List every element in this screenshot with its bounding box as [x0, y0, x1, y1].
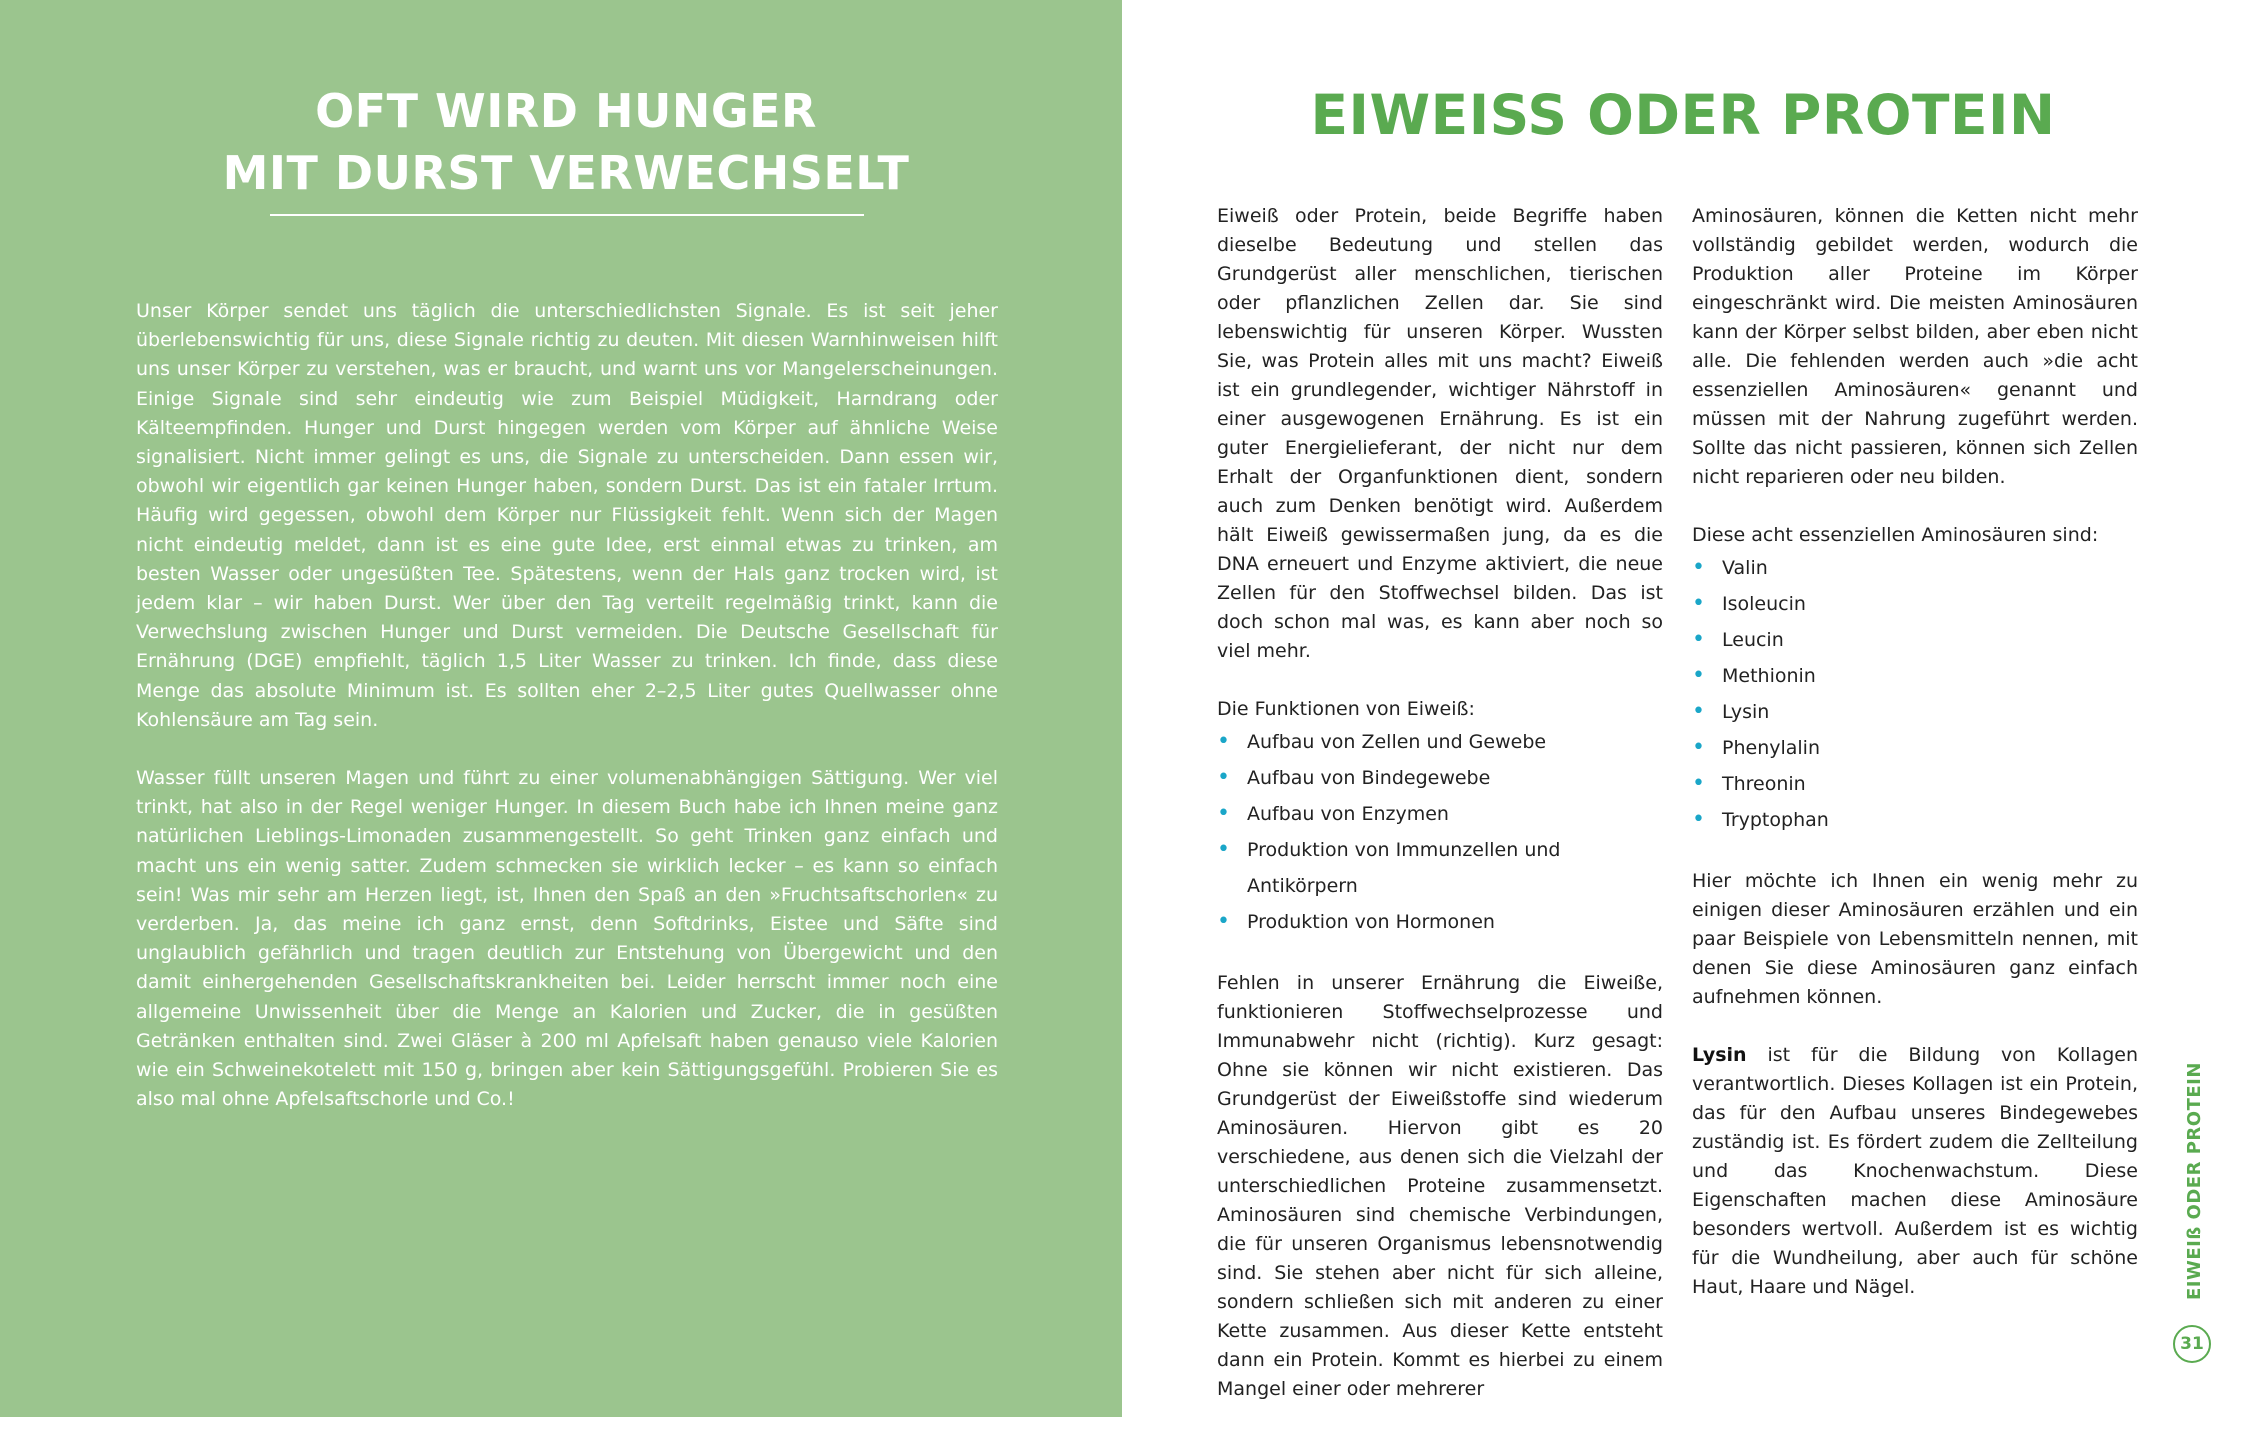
- bullet-icon: •: [1692, 735, 1705, 760]
- bullet-icon: •: [1217, 801, 1230, 826]
- chapter-side-label: EIWEIß ODER PROTEIN: [2184, 1062, 2205, 1300]
- bullet-icon: •: [1217, 837, 1230, 862]
- list-item: • Produktion von Hormonen: [1217, 904, 1663, 940]
- list-item: • Aufbau von Enzymen: [1217, 796, 1663, 832]
- list-item: • Lysin: [1692, 694, 2138, 730]
- bullet-icon: •: [1692, 807, 1705, 832]
- intro-paragraph: Eiweiß oder Protein, beide Begriffe haben dieselbe Bedeutung und stellen das Grundgerüst aller menschlichen, tierischen oder pflanzlichen Zellen dar. Sie sind lebenswichtig für unseren Körper. Wussten Sie, was Protein alles mit uns macht? Eiweiß ist ein grundlegender, wichtiger Nährstoff in einer ausgewogenen Ernährung. Es ist ein guter Energielieferant, der nicht nur dem Erhalt der Organfunktionen dient, sondern auch zum Denken benötigt wird. Außerdem hält Eiweiß gewissermaßen jung, da es die DNA erneuert und Enzyme aktiviert, die neue Zellen für den Stoffwechsel bilden. Das ist doch schon mal was, es kann aber noch so viel mehr.: [1217, 205, 1663, 662]
- list-item: • Phenylalin: [1692, 730, 2138, 766]
- right-column-1: [1217, 202, 1663, 1433]
- heading-underline: [270, 214, 864, 216]
- right-column-2: [1692, 202, 2138, 1331]
- left-heading-line-2: MIT DURST VERWECHSELT: [222, 146, 910, 200]
- bullet-icon: •: [1217, 729, 1230, 754]
- list-item: • Isoleucin: [1692, 586, 2138, 622]
- list-item: • Leucin: [1692, 622, 2138, 658]
- right-heading: EIWEISS ODER PROTEIN: [1310, 83, 2056, 147]
- lysin-description: ist für die Bildung von Kollagen verantwortlich. Dieses Kollagen ist ein Protein, das für den Aufbau unseres Bindegewebes zuständig ist. Es fördert zudem die Zellteilung und das Knochenwachstum. Diese Eigenschaften machen diese Aminosäure besonders wertvoll. Außerdem ist es wichtig für die Wundheilung, aber auch für schöne Haut, Haare und Nägel.: [1692, 1044, 2138, 1298]
- continuation-paragraph: Aminosäuren, können die Ketten nicht mehr vollständig gebildet werden, wodurch die Produktion aller Proteine im Körper eingeschränkt wird. Die meisten Aminosäuren kann der Körper selbst bilden, aber eben nicht alle. Die fehlenden werden auch »die acht essenziellen Aminosäuren« genannt und müssen mit der Nahrung zugeführt werden. Sollte das nicht passieren, können sich Zellen nicht reparieren oder neu bilden.: [1692, 205, 2138, 488]
- list-item: • Aufbau von Bindegewebe: [1217, 760, 1663, 796]
- left-paragraph-2: Wasser füllt unseren Magen und führt zu einer volumenabhängigen Sättigung. Wer viel trinkt, hat also in der Regel weniger Hunger. In diesem Buch habe ich Ihnen meine ganz natürlichen Lieblings-Limonaden zusammengestellt. So geht Trinken ganz einfach und macht uns ein wenig satter. Zudem schmecken sie wirklich lecker – es kann so einfach sein! Was mir sehr am Herzen liegt, ist, Ihnen den Spaß an den »Fruchtsaftschorlen« zu verderben. Ja, das meine ich ganz ernst, denn Softdrinks, Eistee und Säfte sind unglaublich gefährlich und tragen deutlich zur Entstehung von Übergewicht und den damit einhergehenden Gesellschaftskrankheiten bei. Leider herrscht immer noch eine allgemeine Unwissenheit über die Menge an Kalorien und Zucker, die in gesüßten Getränken enthalten sind. Zwei Gläser à 200 ml Apfelsaft haben genauso viele Kalorien wie ein Schweinekotelett mit 150 g, bringen aber kein Sättigungsgefühl. Probieren Sie es also mal ohne Apfelsaftschorle und Co.!: [136, 767, 998, 1111]
- examples-paragraph: Hier möchte ich Ihnen ein wenig mehr zu einigen dieser Aminosäuren erzählen und ein paar Beispiele von Lebensmitteln nennen, mit denen Sie diese Aminosäuren ganz einfach aufnehmen können.: [1692, 870, 2138, 1008]
- functions-list: [1217, 724, 1663, 940]
- bullet-icon: •: [1217, 765, 1230, 790]
- left-body-text: [136, 297, 998, 1143]
- list-item: • Produktion von Immunzellen und Antikörpern: [1217, 832, 1663, 904]
- amino-acids-list: [1692, 550, 2138, 838]
- bullet-icon: •: [1692, 771, 1705, 796]
- list-item: • Methionin: [1692, 658, 2138, 694]
- list-item: • Tryptophan: [1692, 802, 2138, 838]
- lysin-paragraph: [1692, 1041, 2138, 1302]
- list-item: • Threonin: [1692, 766, 2138, 802]
- list-item: • Valin: [1692, 550, 2138, 586]
- deficiency-paragraph: Fehlen in unserer Ernährung die Eiweiße, funktionieren Stoffwechselprozesse und Immunabwehr nicht (richtig). Kurz gesagt: Ohne sie können wir nicht existieren. Das Grundgerüst der Eiweißstoffe sind wiederum Aminosäuren. Hiervon gibt es 20 verschiedene, aus denen sich die Vielzahl der unterschiedlichen Proteine zusammensetzt. Aminosäuren sind chemische Verbindungen, die für unseren Organismus lebensnotwendig sind. Sie stehen aber nicht für sich alleine, sondern schließen sich mit anderen zu einer Kette zusammen. Aus dieser Kette entsteht dann ein Protein. Kommt es hierbei zu einem Mangel einer oder mehrerer: [1217, 972, 1663, 1400]
- bullet-icon: •: [1692, 699, 1705, 724]
- bullet-icon: •: [1692, 555, 1705, 580]
- left-paragraph-1: Unser Körper sendet uns täglich die unterschiedlichsten Signale. Es ist seit jeher überlebenswichtig für uns, diese Signale richtig zu deuten. Mit diesen Warnhinweisen hilft uns unser Körper zu verstehen, was er braucht, und warnt uns vor Mangelerscheinungen. Einige Signale sind sehr eindeutig wie zum Beispiel Müdigkeit, Harndrang oder Kälteempfinden. Hunger und Durst hingegen werden vom Körper auf ähnliche Weise signalisiert. Nicht immer gelingt es uns, die Signale zu unterscheiden. Dann essen wir, obwohl wir eigentlich gar keinen Hunger haben, sondern Durst. Das ist ein fataler Irrtum. Häufig wird gegessen, obwohl dem Körper nur Flüssigkeit fehlt. Wenn sich der Magen nicht eindeutig meldet, dann ist es eine gute Idee, erst einmal etwas zu trinken, am besten Wasser oder ungesüßten Tee. Spätestens, wenn der Hals ganz trocken wird, ist jedem klar – wir haben Durst. Wer über den Tag verteilt regelmäßig trinkt, kann die Verwechslung zwischen Hunger und Durst vermeiden. Die Deutsche Gesellschaft für Ernährung (DGE) empfiehlt, täglich 1,5 Liter Wasser zu trinken. Ich finde, dass diese Menge das absolute Minimum ist. Es sollten eher 2–2,5 Liter gutes Quellwasser ohne Kohlensäure am Tag sein.: [136, 300, 998, 731]
- bullet-icon: •: [1692, 663, 1705, 688]
- page-number: 31: [2173, 1325, 2211, 1363]
- left-heading: [0, 80, 1132, 204]
- bullet-icon: •: [1217, 909, 1230, 934]
- bullet-icon: •: [1692, 627, 1705, 652]
- left-heading-line-1: OFT WIRD HUNGER: [315, 84, 817, 138]
- amino-acids-intro: Diese acht essenziellen Aminosäuren sind:: [1692, 524, 2099, 546]
- lysin-term: Lysin: [1692, 1044, 1747, 1066]
- list-item: • Aufbau von Zellen und Gewebe: [1217, 724, 1663, 760]
- bullet-icon: •: [1692, 591, 1705, 616]
- functions-intro: Die Funktionen von Eiweiß:: [1217, 698, 1475, 720]
